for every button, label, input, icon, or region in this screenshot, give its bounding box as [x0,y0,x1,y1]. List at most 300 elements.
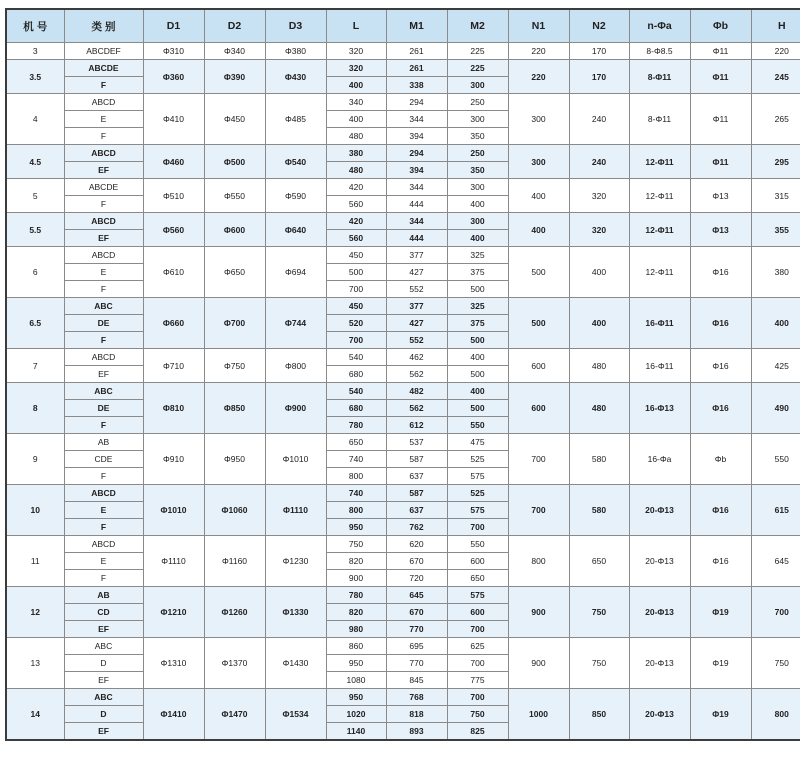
fan-dimension-table [5,8,800,741]
l-cell: 950 [326,689,386,706]
n2-cell: 480 [569,349,629,383]
m2-cell: 475 [447,434,508,451]
m2-cell: 625 [447,638,508,655]
category-cell: DE [64,400,143,417]
d1-cell: Φ810 [143,383,204,434]
m1-cell: 845 [386,672,447,689]
d1-cell: Φ1310 [143,638,204,689]
category-cell: E [64,502,143,519]
d1-cell: Φ1010 [143,485,204,536]
category-cell: EF [64,723,143,741]
m1-cell: 893 [386,723,447,741]
n1-cell: 900 [508,638,569,689]
d1-cell: Φ1110 [143,536,204,587]
category-cell: EF [64,162,143,179]
category-cell: D [64,655,143,672]
m2-cell: 250 [447,145,508,162]
hole-count-cell: 16-Φ11 [629,298,690,349]
category-cell: ABCD [64,247,143,264]
category-cell: F [64,196,143,213]
phi-b-cell: Φ16 [690,349,751,383]
n2-cell: 170 [569,43,629,60]
m2-cell: 550 [447,536,508,553]
l-cell: 680 [326,400,386,417]
m2-cell: 400 [447,196,508,213]
table-row [6,94,800,111]
category-cell: F [64,77,143,94]
d2-cell: Φ750 [204,349,265,383]
d2-cell: Φ340 [204,43,265,60]
n2-cell: 650 [569,536,629,587]
d3-cell: Φ485 [265,94,326,145]
category-cell: ABC [64,689,143,706]
m1-cell: 695 [386,638,447,655]
d3-cell: Φ430 [265,60,326,94]
category-cell: ABCD [64,145,143,162]
m2-cell: 600 [447,604,508,621]
d3-cell: Φ800 [265,349,326,383]
m2-cell: 250 [447,94,508,111]
m2-cell: 825 [447,723,508,741]
m1-cell: 377 [386,298,447,315]
header-m2: M2 [447,9,508,43]
d3-cell: Φ380 [265,43,326,60]
l-cell: 450 [326,298,386,315]
m1-cell: 770 [386,655,447,672]
phi-b-cell: Φ13 [690,213,751,247]
header-hole-count: n-Φa [629,9,690,43]
m1-cell: 552 [386,332,447,349]
n2-cell: 480 [569,383,629,434]
n1-cell: 300 [508,94,569,145]
category-cell: ABCD [64,536,143,553]
table-row [6,145,800,162]
l-cell: 560 [326,196,386,213]
m2-cell: 350 [447,162,508,179]
category-cell: F [64,468,143,485]
m2-cell: 400 [447,349,508,366]
m1-cell: 344 [386,213,447,230]
l-cell: 780 [326,417,386,434]
d3-cell: Φ694 [265,247,326,298]
category-cell: E [64,553,143,570]
l-cell: 740 [326,451,386,468]
d3-cell: Φ1430 [265,638,326,689]
m1-cell: 261 [386,43,447,60]
m2-cell: 325 [447,247,508,264]
d1-cell: Φ360 [143,60,204,94]
model-number-cell: 10 [6,485,64,536]
l-cell: 450 [326,247,386,264]
model-number-cell: 5.5 [6,213,64,247]
table-row [6,587,800,604]
hole-count-cell: 20-Φ13 [629,638,690,689]
n1-cell: 600 [508,383,569,434]
n2-cell: 750 [569,638,629,689]
phi-b-cell: Φ19 [690,689,751,741]
m2-cell: 750 [447,706,508,723]
h-cell: 425 [751,349,800,383]
n2-cell: 750 [569,587,629,638]
model-number-cell: 8 [6,383,64,434]
header-d2: D2 [204,9,265,43]
m1-cell: 620 [386,536,447,553]
m1-cell: 762 [386,519,447,536]
m1-cell: 294 [386,94,447,111]
d1-cell: Φ1410 [143,689,204,741]
hole-count-cell: 8-Φ11 [629,94,690,145]
m1-cell: 261 [386,60,447,77]
category-cell: CDE [64,451,143,468]
m1-cell: 294 [386,145,447,162]
category-cell: ABCD [64,485,143,502]
m2-cell: 300 [447,213,508,230]
table-row [6,434,800,451]
d2-cell: Φ1370 [204,638,265,689]
d3-cell: Φ540 [265,145,326,179]
m2-cell: 375 [447,315,508,332]
m1-cell: 444 [386,230,447,247]
d2-cell: Φ950 [204,434,265,485]
m1-cell: 637 [386,468,447,485]
hole-count-cell: 20-Φ13 [629,485,690,536]
h-cell: 245 [751,60,800,94]
h-cell: 315 [751,179,800,213]
m1-cell: 645 [386,587,447,604]
n2-cell: 580 [569,434,629,485]
header-phi-b: Φb [690,9,751,43]
l-cell: 540 [326,349,386,366]
d2-cell: Φ850 [204,383,265,434]
d1-cell: Φ410 [143,94,204,145]
header-model: 机 号 [6,9,64,43]
category-cell: ABCDE [64,60,143,77]
header-d1: D1 [143,9,204,43]
phi-b-cell: Φ13 [690,179,751,213]
l-cell: 650 [326,434,386,451]
n2-cell: 320 [569,213,629,247]
model-number-cell: 5 [6,179,64,213]
m2-cell: 700 [447,655,508,672]
m1-cell: 562 [386,400,447,417]
table-row [6,247,800,264]
n2-cell: 320 [569,179,629,213]
m1-cell: 587 [386,451,447,468]
category-cell: F [64,332,143,349]
n2-cell: 400 [569,298,629,349]
category-cell: F [64,570,143,587]
m2-cell: 575 [447,468,508,485]
d3-cell: Φ1534 [265,689,326,741]
n1-cell: 1000 [508,689,569,741]
n2-cell: 240 [569,94,629,145]
d3-cell: Φ744 [265,298,326,349]
l-cell: 400 [326,111,386,128]
n1-cell: 300 [508,145,569,179]
d1-cell: Φ310 [143,43,204,60]
category-cell: D [64,706,143,723]
h-cell: 490 [751,383,800,434]
m1-cell: 394 [386,162,447,179]
hole-count-cell: 8-Φ11 [629,60,690,94]
hole-count-cell: 8-Φ8.5 [629,43,690,60]
m1-cell: 394 [386,128,447,145]
phi-b-cell: Φ11 [690,145,751,179]
l-cell: 400 [326,77,386,94]
model-number-cell: 6.5 [6,298,64,349]
category-cell: ABCD [64,94,143,111]
header-row [6,9,800,43]
h-cell: 750 [751,638,800,689]
n2-cell: 400 [569,247,629,298]
m2-cell: 300 [447,179,508,196]
m1-cell: 562 [386,366,447,383]
d1-cell: Φ610 [143,247,204,298]
category-cell: ABC [64,638,143,655]
category-cell: ABCD [64,349,143,366]
l-cell: 320 [326,43,386,60]
m1-cell: 444 [386,196,447,213]
n1-cell: 600 [508,349,569,383]
l-cell: 1020 [326,706,386,723]
h-cell: 615 [751,485,800,536]
l-cell: 1140 [326,723,386,741]
category-cell: CD [64,604,143,621]
l-cell: 860 [326,638,386,655]
d3-cell: Φ590 [265,179,326,213]
d2-cell: Φ500 [204,145,265,179]
phi-b-cell: Φ16 [690,536,751,587]
l-cell: 480 [326,162,386,179]
table-row [6,485,800,502]
hole-count-cell: 12-Φ11 [629,145,690,179]
m2-cell: 225 [447,43,508,60]
model-number-cell: 7 [6,349,64,383]
m2-cell: 650 [447,570,508,587]
n1-cell: 800 [508,536,569,587]
phi-b-cell: Φ16 [690,383,751,434]
phi-b-cell: Φ16 [690,247,751,298]
category-cell: EF [64,366,143,383]
n1-cell: 700 [508,434,569,485]
model-number-cell: 12 [6,587,64,638]
hole-count-cell: 12-Φ11 [629,247,690,298]
m1-cell: 482 [386,383,447,400]
l-cell: 520 [326,315,386,332]
m2-cell: 375 [447,264,508,281]
l-cell: 420 [326,213,386,230]
m2-cell: 700 [447,621,508,638]
l-cell: 340 [326,94,386,111]
header-h: H [751,9,800,43]
n1-cell: 500 [508,298,569,349]
phi-b-cell: Φ19 [690,638,751,689]
l-cell: 800 [326,502,386,519]
model-number-cell: 6 [6,247,64,298]
table-row [6,536,800,553]
d3-cell: Φ1010 [265,434,326,485]
d2-cell: Φ600 [204,213,265,247]
hole-count-cell: 12-Φ11 [629,213,690,247]
category-cell: F [64,417,143,434]
category-cell: ABC [64,298,143,315]
hole-count-cell: 20-Φ13 [629,587,690,638]
m2-cell: 500 [447,332,508,349]
hole-count-cell: 16-Φ11 [629,349,690,383]
l-cell: 540 [326,383,386,400]
m1-cell: 818 [386,706,447,723]
m2-cell: 550 [447,417,508,434]
spec-table-container [5,8,792,741]
d1-cell: Φ910 [143,434,204,485]
m2-cell: 325 [447,298,508,315]
m2-cell: 575 [447,587,508,604]
category-cell: E [64,111,143,128]
model-number-cell: 3 [6,43,64,60]
category-cell: AB [64,434,143,451]
m1-cell: 427 [386,264,447,281]
header-l: L [326,9,386,43]
d3-cell: Φ900 [265,383,326,434]
model-number-cell: 4.5 [6,145,64,179]
h-cell: 265 [751,94,800,145]
m2-cell: 775 [447,672,508,689]
phi-b-cell: Φ19 [690,587,751,638]
m1-cell: 670 [386,553,447,570]
model-number-cell: 9 [6,434,64,485]
header-n2: N2 [569,9,629,43]
m2-cell: 700 [447,519,508,536]
l-cell: 560 [326,230,386,247]
l-cell: 950 [326,519,386,536]
model-number-cell: 13 [6,638,64,689]
m1-cell: 587 [386,485,447,502]
m1-cell: 344 [386,111,447,128]
d1-cell: Φ660 [143,298,204,349]
d2-cell: Φ1260 [204,587,265,638]
m2-cell: 300 [447,111,508,128]
l-cell: 740 [326,485,386,502]
m1-cell: 612 [386,417,447,434]
header-n1: N1 [508,9,569,43]
d1-cell: Φ1210 [143,587,204,638]
d2-cell: Φ550 [204,179,265,213]
l-cell: 1080 [326,672,386,689]
table-row [6,298,800,315]
l-cell: 820 [326,604,386,621]
table-row [6,383,800,400]
m2-cell: 500 [447,400,508,417]
hole-count-cell: 20-Φ13 [629,536,690,587]
h-cell: 645 [751,536,800,587]
hole-count-cell: 16-Φa [629,434,690,485]
category-cell: F [64,128,143,145]
d2-cell: Φ1160 [204,536,265,587]
category-cell: EF [64,230,143,247]
m1-cell: 537 [386,434,447,451]
phi-b-cell: Φ11 [690,43,751,60]
d3-cell: Φ1330 [265,587,326,638]
table-row [6,179,800,196]
d1-cell: Φ460 [143,145,204,179]
l-cell: 680 [326,366,386,383]
category-cell: DE [64,315,143,332]
d1-cell: Φ510 [143,179,204,213]
n1-cell: 700 [508,485,569,536]
l-cell: 700 [326,281,386,298]
m1-cell: 768 [386,689,447,706]
n2-cell: 170 [569,60,629,94]
m2-cell: 700 [447,689,508,706]
d3-cell: Φ1230 [265,536,326,587]
m2-cell: 525 [447,485,508,502]
category-cell: AB [64,587,143,604]
m1-cell: 462 [386,349,447,366]
header-m1: M1 [386,9,447,43]
d3-cell: Φ1110 [265,485,326,536]
m1-cell: 377 [386,247,447,264]
h-cell: 550 [751,434,800,485]
m1-cell: 344 [386,179,447,196]
l-cell: 780 [326,587,386,604]
table-row [6,689,800,706]
l-cell: 900 [326,570,386,587]
n2-cell: 850 [569,689,629,741]
l-cell: 380 [326,145,386,162]
n1-cell: 220 [508,60,569,94]
n1-cell: 500 [508,247,569,298]
l-cell: 980 [326,621,386,638]
l-cell: 700 [326,332,386,349]
d3-cell: Φ640 [265,213,326,247]
m1-cell: 552 [386,281,447,298]
d2-cell: Φ1060 [204,485,265,536]
h-cell: 400 [751,298,800,349]
category-cell: ABCDE [64,179,143,196]
m1-cell: 338 [386,77,447,94]
m2-cell: 400 [447,230,508,247]
d1-cell: Φ560 [143,213,204,247]
h-cell: 220 [751,43,800,60]
category-cell: EF [64,621,143,638]
m2-cell: 350 [447,128,508,145]
hole-count-cell: 16-Φ13 [629,383,690,434]
table-row [6,60,800,77]
category-cell: F [64,519,143,536]
phi-b-cell: Φ16 [690,298,751,349]
m2-cell: 525 [447,451,508,468]
l-cell: 750 [326,536,386,553]
d2-cell: Φ390 [204,60,265,94]
n1-cell: 900 [508,587,569,638]
table-body [6,43,800,741]
m2-cell: 500 [447,281,508,298]
m1-cell: 637 [386,502,447,519]
model-number-cell: 11 [6,536,64,587]
l-cell: 420 [326,179,386,196]
m2-cell: 575 [447,502,508,519]
l-cell: 800 [326,468,386,485]
h-cell: 700 [751,587,800,638]
h-cell: 380 [751,247,800,298]
model-number-cell: 3.5 [6,60,64,94]
header-category: 类 别 [64,9,143,43]
n2-cell: 240 [569,145,629,179]
d2-cell: Φ1470 [204,689,265,741]
m1-cell: 770 [386,621,447,638]
phi-b-cell: Φb [690,434,751,485]
m2-cell: 400 [447,383,508,400]
